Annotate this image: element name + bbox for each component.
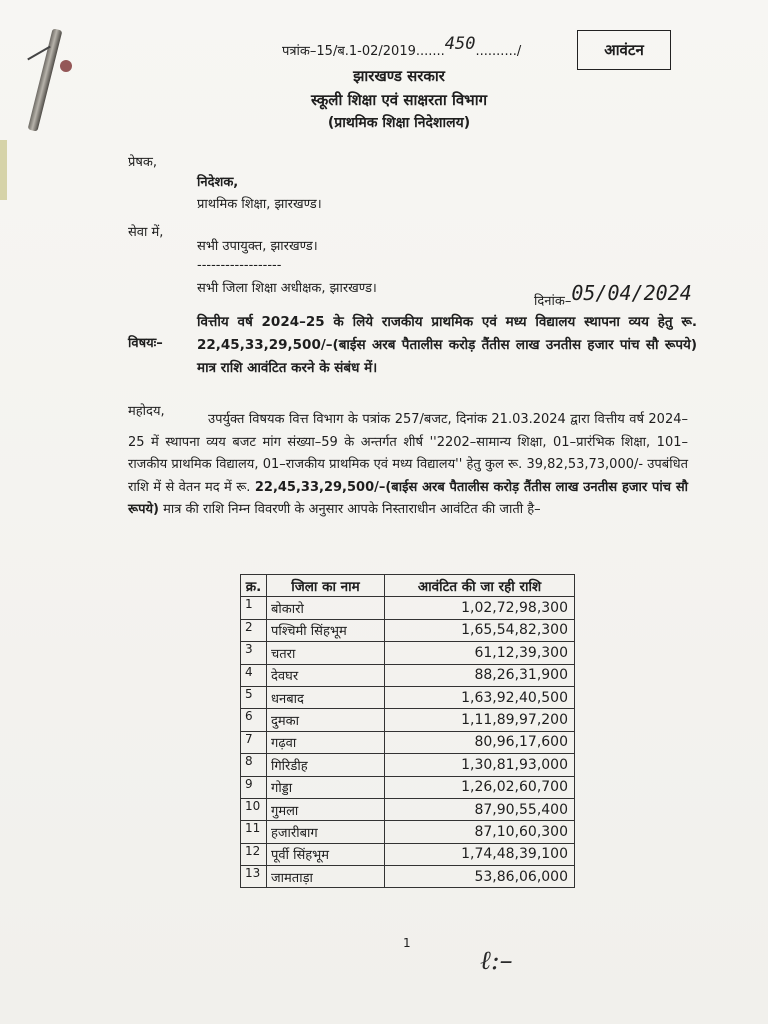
sender-designation: निदेशक,: [197, 175, 239, 190]
table-row: [241, 821, 575, 843]
amount-cell: 1,26,02,60,700: [385, 776, 575, 798]
recipient-line-1: सभी उपायुक्त, झारखण्ड।: [197, 239, 318, 254]
page-number: 1: [403, 936, 411, 950]
district-cell: धनबाद: [267, 686, 385, 708]
district-cell: गोड्डा: [267, 776, 385, 798]
district-cell: देवघर: [267, 664, 385, 686]
amount-cell: 87,90,55,400: [385, 798, 575, 820]
table-row: [241, 619, 575, 641]
table-row: [241, 664, 575, 686]
body-text-part-1: उपर्युक्त विषयक वित्त विभाग के पत्रांक 257/बजट, दिनांक 21.03.2024 द्वारा वित्तीय वर्ष 2024–25 में स्थापना व्यय बजट मांग संख्या–59 के अन्तर्गत शीर्ष ''2202–सामान्य शिक्षा, 01–प्रारंभिक शिक्षा, 101–राजकीय प्राथमिक विद्यालय, 01–राजकीय प्राथमिक एवं मध्य विद्यालय'' हेतु कुल रू. 39,82,53,73,000/- उपबंधित राशि में से वेतन मद में रू.: [128, 412, 688, 495]
table-row: [241, 776, 575, 798]
district-cell: पूर्वी सिंहभूम: [267, 843, 385, 865]
allocation-table: [240, 574, 575, 888]
district-cell: जामताड़ा: [267, 866, 385, 888]
body-text-part-3: मात्र की राशि निम्न विवरणी के अनुसार आपके निस्ताराधीन आवंटित की जाती है–: [158, 502, 541, 517]
letter-ref-dots: .......: [415, 44, 445, 59]
allotment-label: आवंटन: [604, 41, 644, 59]
table-header-row: [241, 575, 575, 597]
amount-cell: 61,12,39,300: [385, 642, 575, 664]
serial-cell: 3: [241, 642, 267, 664]
recipient-line-2: सभी जिला शिक्षा अधीक्षक, झारखण्ड।: [197, 281, 377, 296]
header-serial: क्र.: [241, 575, 267, 597]
table-row: [241, 843, 575, 865]
letter-ref-dots-2: ..........: [475, 44, 517, 59]
serial-cell: 9: [241, 776, 267, 798]
table-row: [241, 798, 575, 820]
amount-cell: 53,86,06,000: [385, 866, 575, 888]
recipient-label: सेवा में,: [128, 225, 164, 240]
serial-cell: 10: [241, 798, 267, 820]
table-row: [241, 754, 575, 776]
serial-cell: 2: [241, 619, 267, 641]
subject-text: वित्तीय वर्ष 2024–25 के लिये राजकीय प्राथमिक एवं मध्य विद्यालय स्थापना व्यय हेतु रू. 22,45,33,29,500/–(बाईस अरब पैतालीस करोड़ तैंतीस लाख उनतीस हजार पांच सौ रूपये) मात्र राशि आवंटित करने के संबंध में।: [197, 314, 697, 376]
table-row: [241, 686, 575, 708]
header-district: जिला का नाम: [267, 575, 385, 597]
amount-cell: 88,26,31,900: [385, 664, 575, 686]
amount-cell: 1,30,81,93,000: [385, 754, 575, 776]
subject-label: विषयः–: [128, 336, 163, 351]
amount-cell: 1,74,48,39,100: [385, 843, 575, 865]
table-row: [241, 731, 575, 753]
table-row: [241, 642, 575, 664]
amount-cell: 1,65,54,82,300: [385, 619, 575, 641]
body-paragraph: [128, 409, 688, 522]
amount-cell: 1,63,92,40,500: [385, 686, 575, 708]
district-cell: पश्चिमी सिंहभूम: [267, 619, 385, 641]
letter-ref-prefix: पत्रांक–15/ब.1-02/2019: [282, 44, 416, 59]
district-cell: हजारीबाग: [267, 821, 385, 843]
letter-ref-number: 450: [444, 34, 476, 54]
letter-date: [534, 281, 692, 310]
serial-cell: 13: [241, 866, 267, 888]
district-cell: चतरा: [267, 642, 385, 664]
district-cell: बोकारो: [267, 597, 385, 619]
district-cell: गिरिडीह: [267, 754, 385, 776]
salutation: महोदय,: [128, 404, 165, 419]
date-value: 05/04/2024: [571, 281, 692, 305]
district-cell: गुमला: [267, 798, 385, 820]
date-label: दिनांक–: [534, 294, 572, 309]
serial-cell: 12: [241, 843, 267, 865]
recipient-separator: ------------------: [197, 258, 282, 273]
serial-cell: 6: [241, 709, 267, 731]
directorate-name: (प्राथमिक शिक्षा निदेशालय): [327, 115, 471, 131]
district-cell: दुमका: [267, 709, 385, 731]
table-row: [241, 709, 575, 731]
handwritten-initials: ℓ:–: [480, 946, 513, 976]
page-edge-stain: [0, 140, 7, 200]
letter-ref-suffix: /: [516, 44, 522, 59]
header-amount: आवंटित की जा रही राशि: [385, 575, 575, 597]
amount-cell: 87,10,60,300: [385, 821, 575, 843]
serial-cell: 5: [241, 686, 267, 708]
body-amount-bold: 22,45,33,29,500/–(बाईस अरब पैतालीस करोड़ तैंतीस लाख उनतीस हजार पांच सौ रूपये): [128, 479, 688, 517]
table-row: [241, 866, 575, 888]
serial-cell: 7: [241, 731, 267, 753]
district-cell: गढ़वा: [267, 731, 385, 753]
table-row: [241, 597, 575, 619]
allotment-stamp-box: [577, 30, 671, 70]
serial-cell: 11: [241, 821, 267, 843]
letter-reference: [282, 34, 522, 60]
sender-office: प्राथमिक शिक्षा, झारखण्ड।: [197, 197, 322, 212]
serial-cell: 8: [241, 754, 267, 776]
amount-cell: 1,02,72,98,300: [385, 597, 575, 619]
sender-label: प्रेषक,: [128, 155, 158, 170]
amount-cell: 1,11,89,97,200: [385, 709, 575, 731]
department-name: स्कूली शिक्षा एवं साक्षरता विभाग: [310, 91, 488, 109]
amount-cell: 80,96,17,600: [385, 731, 575, 753]
serial-cell: 4: [241, 664, 267, 686]
serial-cell: 1: [241, 597, 267, 619]
government-name: झारखण्ड सरकार: [353, 67, 445, 85]
